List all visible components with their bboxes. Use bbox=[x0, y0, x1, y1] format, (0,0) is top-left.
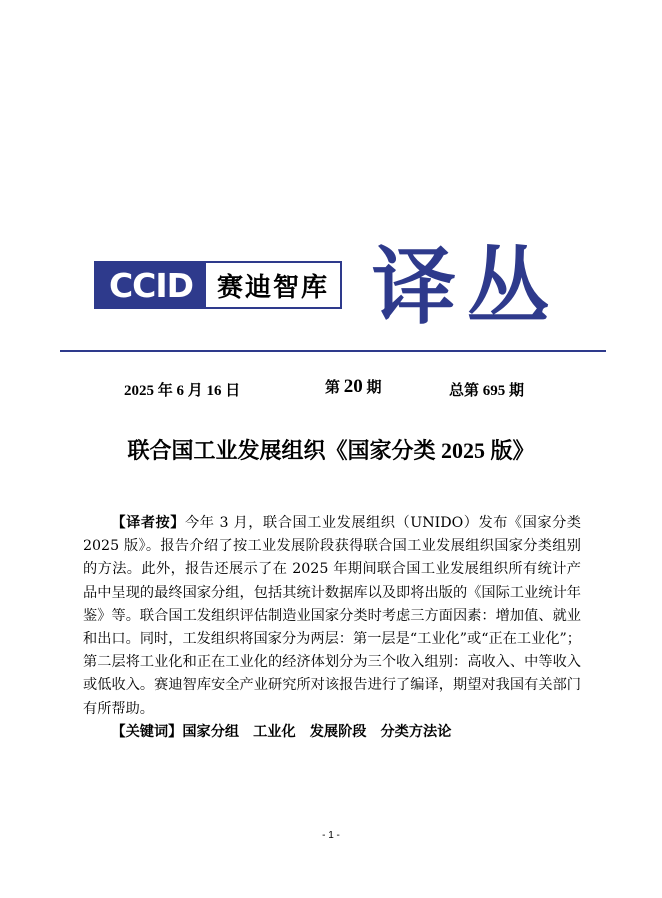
page-title: 联合国工业发展组织《国家分类 2025 版》 bbox=[127, 438, 535, 463]
keyword: 发展阶段 bbox=[309, 723, 367, 740]
keywords-line bbox=[83, 721, 581, 744]
header-divider bbox=[60, 350, 606, 352]
series-title-text: 译丛 bbox=[372, 237, 561, 336]
ccid-logo bbox=[94, 261, 342, 309]
abstract-paragraph bbox=[83, 512, 581, 721]
keyword: 国家分组 bbox=[182, 723, 240, 740]
series-title-calligraphy bbox=[372, 236, 572, 340]
abstract-label: 【译者按】 bbox=[111, 515, 186, 531]
abstract-section bbox=[83, 512, 581, 744]
issue-total: 总第 695 期 bbox=[449, 383, 525, 399]
keyword: 分类方法论 bbox=[380, 723, 452, 740]
issue-number: 第 20 期 bbox=[325, 376, 382, 397]
keyword: 工业化 bbox=[253, 723, 296, 740]
ccid-logo-chinese: 赛迪智库 bbox=[216, 272, 329, 303]
abstract-text: 今年 3 月，联合国工业发展组织（UNIDO）发布《国家分类 2025 版》。报告介绍了按工业发展阶段获得联合国工业发展组织国家分类组别的方法。此外，报告还展示了在 2025 年期间联合国工业发展组织所有统计产品中呈现的最终国家分组，包括其统计数据库以及即将出版的《国际工业统计年鉴》等。联合国工发组织评估制造业国家分类时考虑三方面因素：增加值、就业和出口。同时，工发组织将国家分为两层：第一层是“工业化”或“正在工业化”；第二层将工业化和正在工业化的经济体划分为三个收入组别：高收入、中等收入或低收入。赛迪智库安全产业研究所对该报告进行了编译，期望对我国有关部门有所帮助。 bbox=[83, 515, 581, 717]
keywords-label: 【关键词】 bbox=[111, 723, 183, 740]
issue-date: 2025 年 6 月 16 日 bbox=[124, 383, 241, 399]
ccid-logo-mark: CCID bbox=[96, 263, 206, 307]
page-number: - 1 - bbox=[322, 830, 340, 841]
